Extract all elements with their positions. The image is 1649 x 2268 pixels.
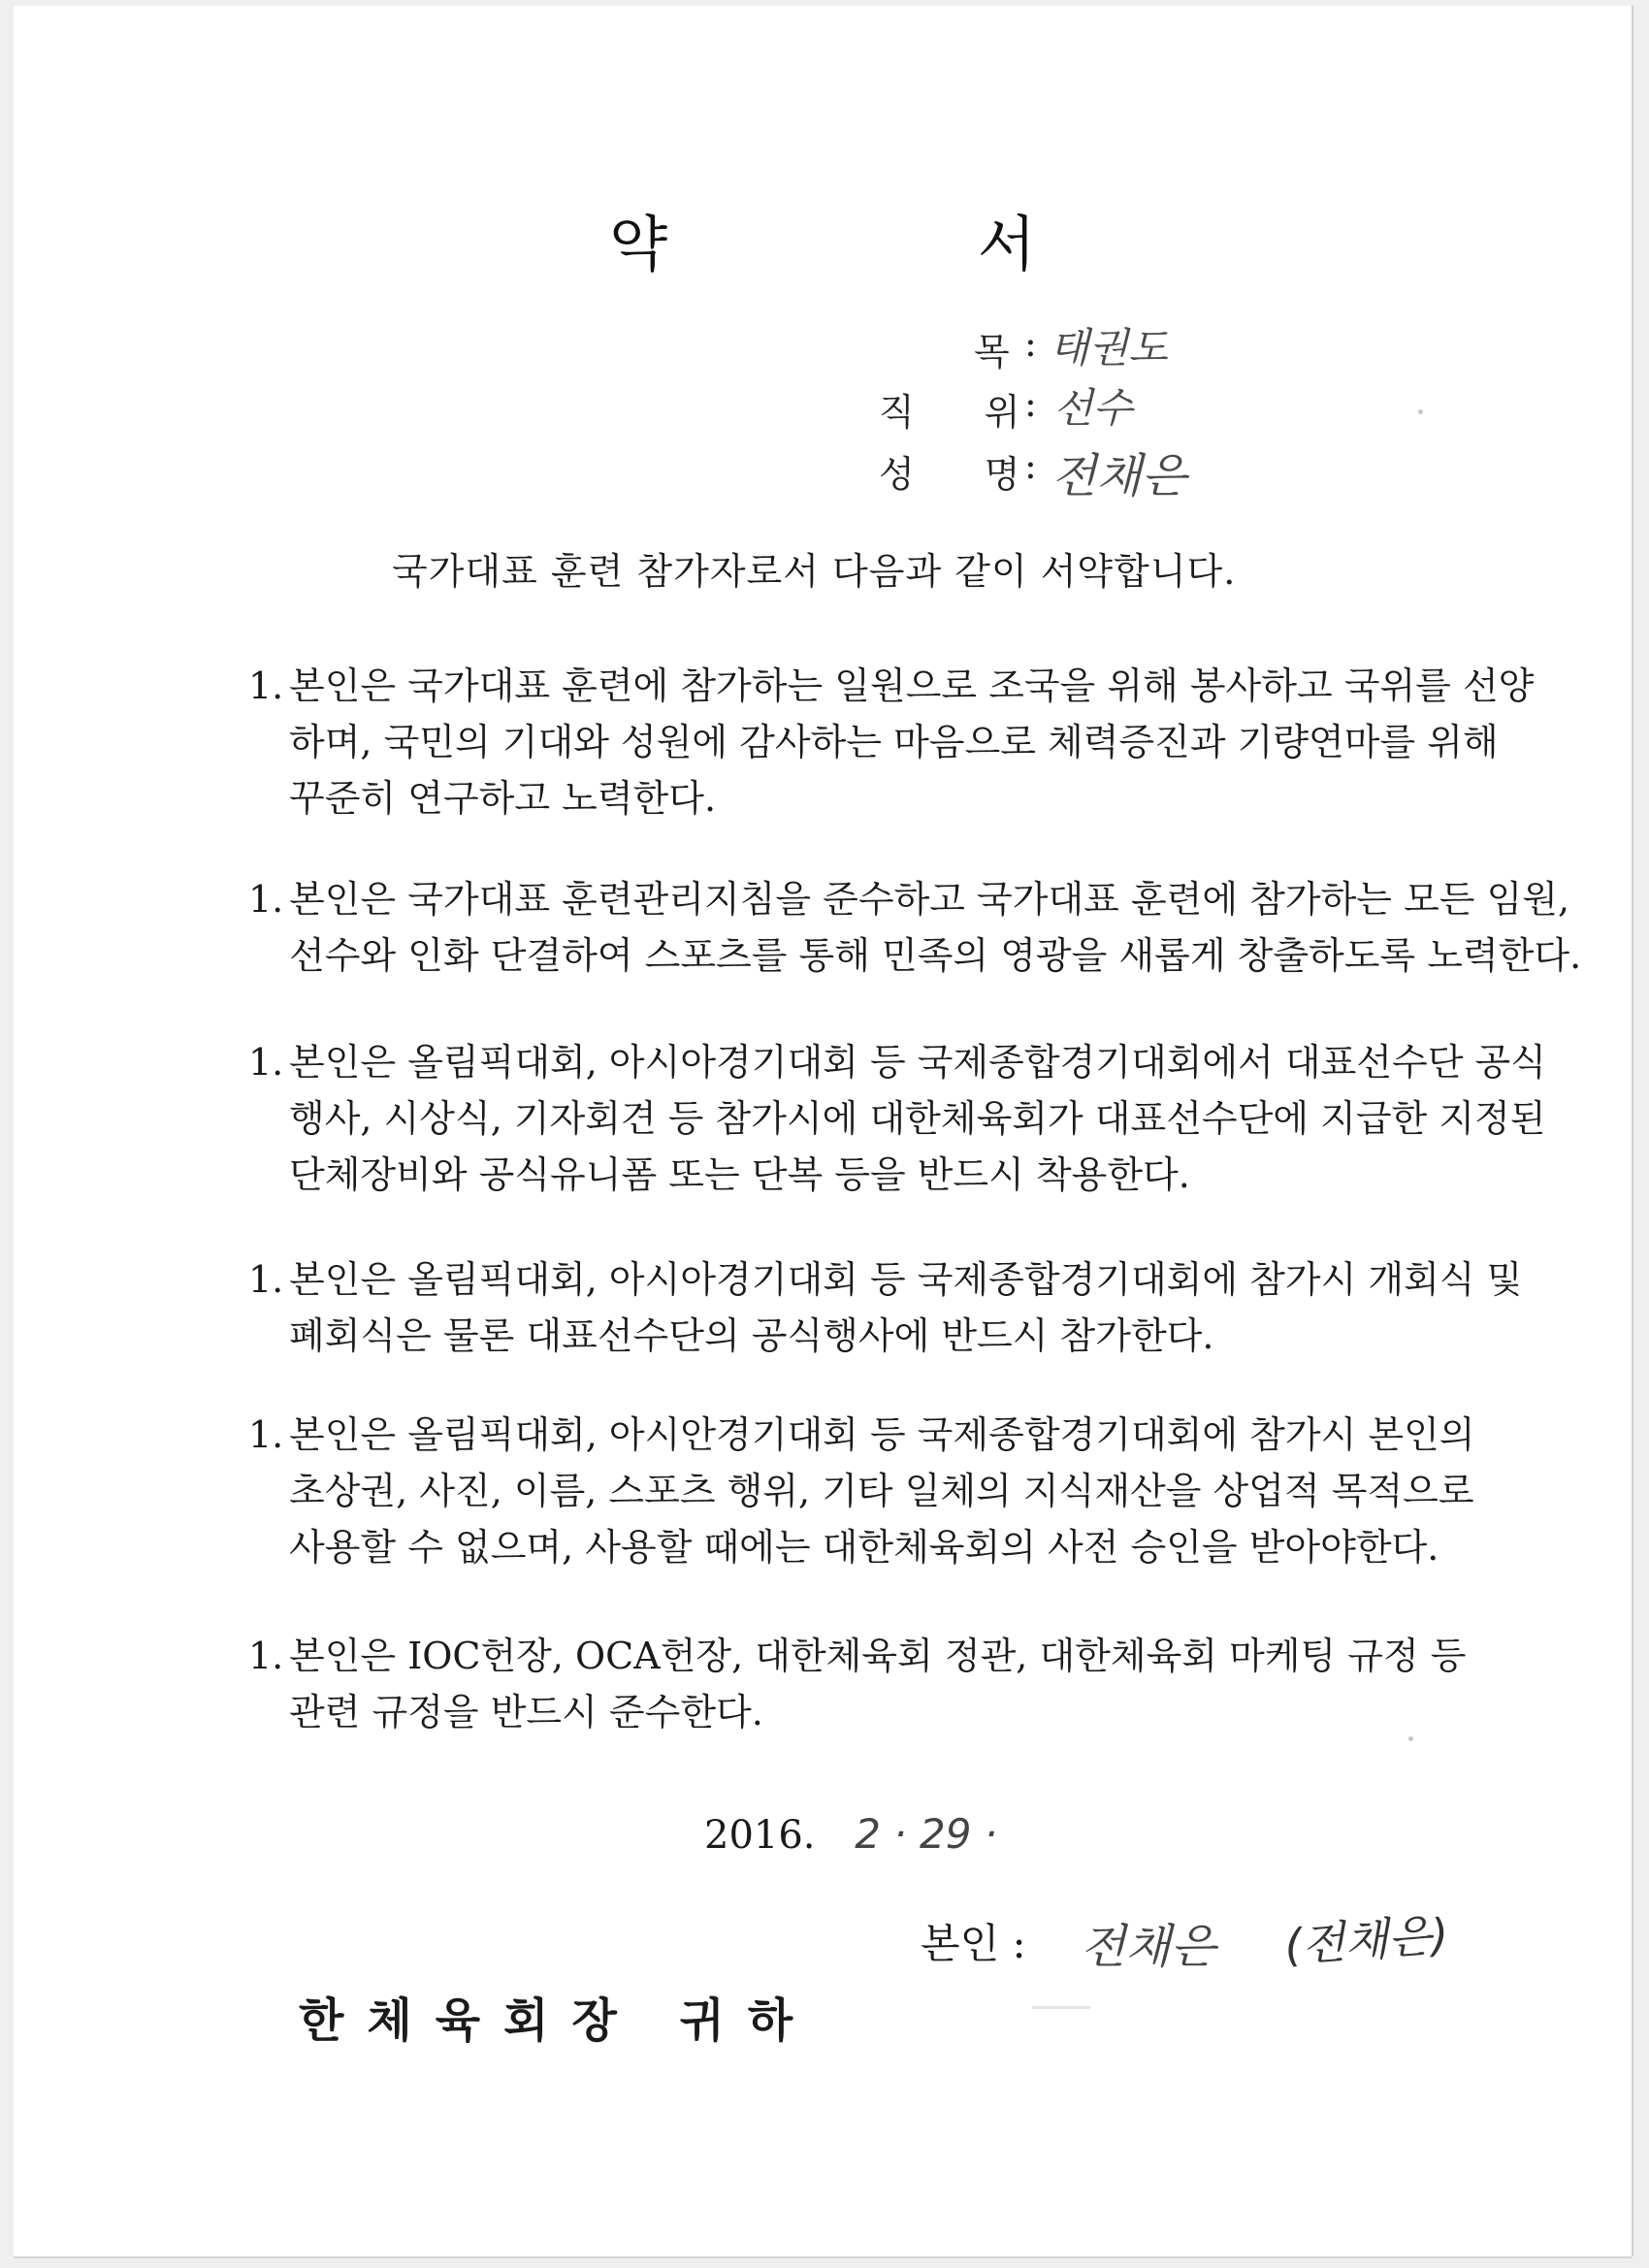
clause-line: 선수와 인화 단결하여 스포츠를 통해 민족의 영광을 새롭게 창출하도록 노력한다. xyxy=(289,934,1582,977)
scan-speck xyxy=(1418,409,1423,414)
field-value-sport: 태권도 xyxy=(1050,324,1168,372)
clause-line: 관련 규정을 반드시 준수한다. xyxy=(289,1691,763,1733)
document-page xyxy=(14,6,1632,2256)
signing-date xyxy=(704,1810,997,1858)
clause-number: 1. xyxy=(248,664,284,707)
clause-number: 1. xyxy=(248,1413,284,1456)
clause-line: 하며, 국민의 기대와 성원에 감사하는 마음으로 체력증진과 기량연마를 위해 xyxy=(289,721,1499,763)
intro-sentence: 국가대표 훈련 참가자로서 다음과 같이 서약합니다. xyxy=(392,550,1237,593)
field-label-sport: 목 xyxy=(974,331,1010,373)
clause-line: 본인은 IOC헌장, OCA헌장, 대한체육회 정관, 대한체육회 마케팅 규정 등 xyxy=(289,1635,1467,1677)
faint-bleed-through xyxy=(1032,2006,1090,2009)
handwritten-signature: (전채은) xyxy=(1282,1908,1451,1972)
signature-label: 본인 : xyxy=(921,1920,1026,1967)
field-label-position: 직 위 xyxy=(879,391,1020,434)
scan-speck xyxy=(1408,1736,1413,1741)
field-value-name: 전채은 xyxy=(1051,449,1187,503)
field-colon: : xyxy=(1024,382,1037,425)
signer-name: 전채은 xyxy=(1081,1920,1216,1974)
field-colon: : xyxy=(1024,444,1037,487)
clause-line: 본인은 올림픽대회, 아시아경기대회 등 국제종합경기대회에서 대표선수단 공식 xyxy=(289,1041,1546,1084)
clause-number: 1. xyxy=(248,1041,284,1084)
field-colon: : xyxy=(1024,322,1037,365)
clause-line: 단체장비와 공식유니폼 또는 단복 등을 반드시 착용한다. xyxy=(289,1153,1190,1196)
clause-line: 본인은 올림픽대회, 아시안경기대회 등 국제종합경기대회에 참가시 본인의 xyxy=(289,1413,1475,1456)
clause-number: 1. xyxy=(248,878,284,921)
document-title: 약 서 xyxy=(609,209,1181,279)
clause-line: 폐회식은 물론 대표선수단의 공식행사에 반드시 참가한다. xyxy=(289,1314,1214,1357)
addressee: 한체육회장 귀하 xyxy=(299,1993,817,2048)
clause-number: 1. xyxy=(248,1258,284,1301)
field-label-name: 성 명 xyxy=(879,453,1020,496)
date-month-day: 2 · 29 · xyxy=(855,1810,998,1858)
clause-line: 사용할 수 없으며, 사용할 때에는 대한체육회의 사전 승인을 받아야한다. xyxy=(289,1526,1439,1569)
clause-line: 초상권, 사진, 이름, 스포츠 행위, 기타 일체의 지식재산을 상업적 목적으로 xyxy=(289,1470,1474,1512)
clause-line: 꾸준히 연구하고 노력한다. xyxy=(289,777,717,820)
clause-line: 행사, 시상식, 기자회견 등 참가시에 대한체육회가 대표선수단에 지급한 지정된 xyxy=(289,1097,1546,1140)
clause-number: 1. xyxy=(248,1635,284,1677)
clause-line: 본인은 올림픽대회, 아시아경기대회 등 국제종합경기대회에 참가시 개회식 및 xyxy=(289,1258,1523,1301)
field-value-position: 선수 xyxy=(1053,384,1133,432)
clause-line: 본인은 국가대표 훈련관리지침을 준수하고 국가대표 훈련에 참가하는 모든 임원, xyxy=(289,878,1570,921)
clause-line: 본인은 국가대표 훈련에 참가하는 일원으로 조국을 위해 봉사하고 국위를 선양 xyxy=(289,664,1535,707)
date-year: 2016. xyxy=(704,1813,816,1858)
